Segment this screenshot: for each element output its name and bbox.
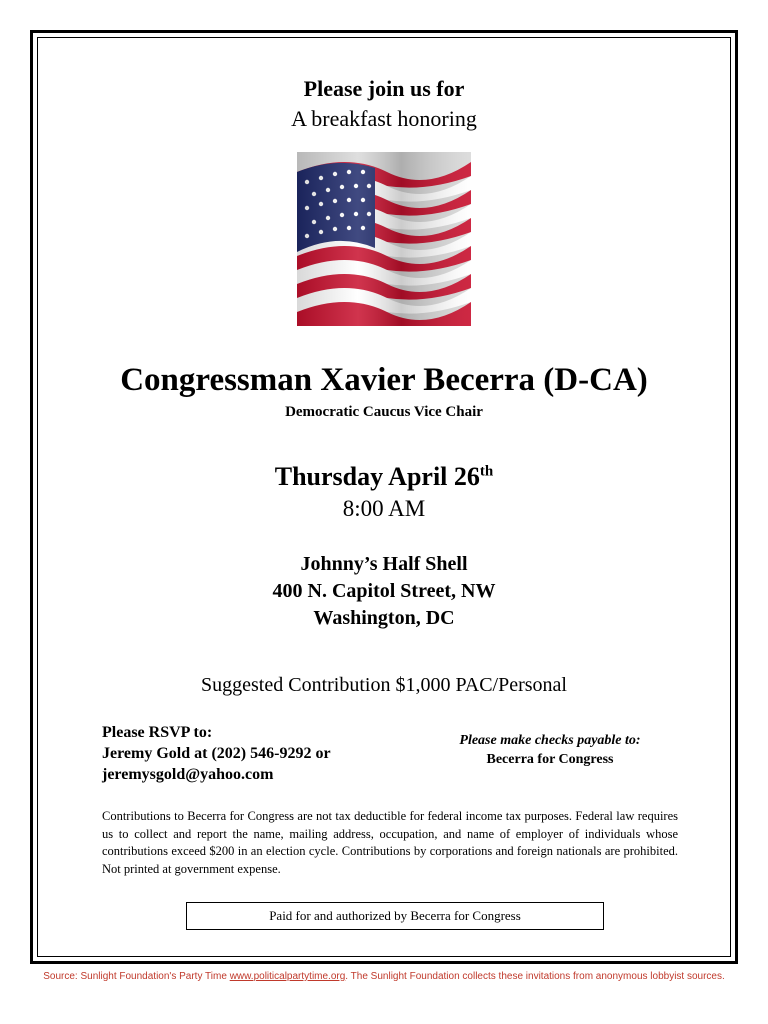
legal-disclaimer: Contributions to Becerra for Congress are not tax deductible for federal income tax purposes. Federal law requires us to collect and report the name, mailing address, occupation, and name of employer of individuals whose contributions exceed $200 in an election cycle. Contributions by corporations and foreign nationals are prohibited. Not printed at government expense. (102, 809, 678, 876)
checks-payee: Becerra for Congress (486, 752, 614, 767)
source-footer (0, 971, 768, 982)
paid-for-notice: Paid for and authorized by Becerra for Congress (186, 902, 604, 930)
honoree-title: Democratic Caucus Vice Chair (285, 404, 483, 420)
join-line: Please join us for (303, 76, 465, 101)
suggested-contribution: Suggested Contribution $1,000 PAC/Personal (201, 674, 567, 696)
checks-label: Please make checks payable to: (459, 733, 641, 748)
event-time: 8:00 AM (342, 496, 426, 521)
venue-city: Washington, DC (313, 607, 455, 629)
checks-block (420, 731, 680, 769)
honoree-name: Congressman Xavier Becerra (D-CA) (120, 362, 648, 398)
source-link[interactable]: www.politicalpartytime.org (229, 971, 346, 982)
venue-street: 400 N. Capitol Street, NW (272, 580, 496, 602)
rsvp-block (102, 722, 402, 785)
event-date-text: Thursday April 26 (274, 462, 480, 491)
event-line: A breakfast honoring (291, 106, 477, 131)
event-date (0, 462, 768, 492)
source-suffix: . The Sunlight Foundation collects these invitations from anonymous lobbyist sources. (345, 971, 725, 982)
event-date-suffix: th (479, 463, 494, 480)
source-prefix: Source: Sunlight Foundation's Party Time (43, 971, 230, 982)
venue-name: Johnny’s Half Shell (300, 553, 468, 575)
rsvp-email[interactable]: jeremysgold@yahoo.com (102, 766, 274, 783)
rsvp-contact: Jeremy Gold at (202) 546-9292 or (102, 745, 331, 762)
rsvp-label: Please RSVP to: (102, 724, 213, 741)
american-flag-icon (297, 152, 471, 326)
